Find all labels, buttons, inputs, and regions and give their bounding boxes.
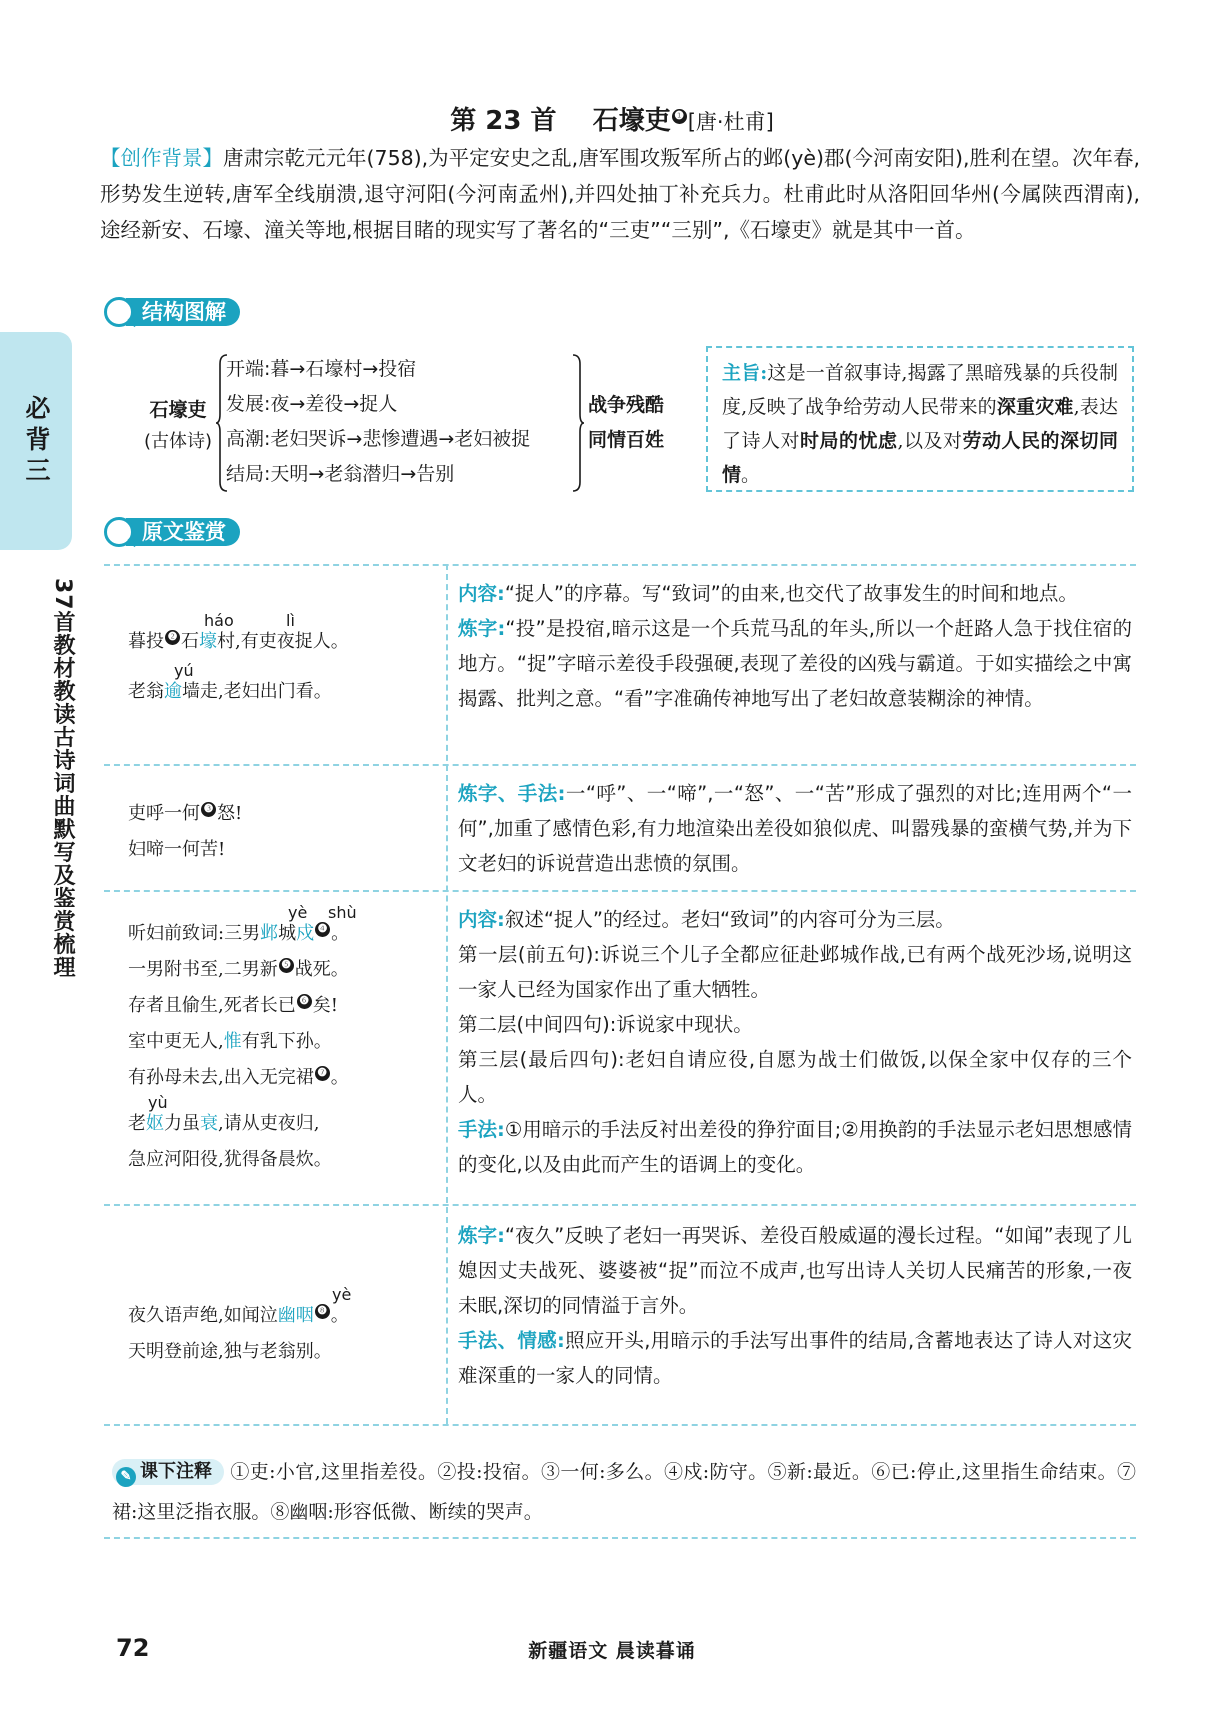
analysis-para: [458, 1112, 1132, 1182]
analysis-tag: 炼字:: [458, 617, 506, 640]
footnote-ref: ❹: [315, 922, 330, 937]
analysis-block: [458, 776, 1132, 881]
footnote-ref: ❻: [297, 994, 312, 1009]
magnifier-icon: [104, 517, 134, 547]
footnote-ref: ❷: [165, 630, 180, 645]
analysis-text: “夜久”反映了老妇一再哭诉、差役百般威逼的漫长过程。“如闻”表现了儿媳因丈夫战死、婆婆被“捉”而泣不成声,也写出诗人关切人民痛苦的形象,一夜未眠,深切的同情溢于言外。: [458, 1224, 1132, 1317]
poem-text: 天明登前途,独与老翁别。: [128, 1341, 332, 1362]
divider: [104, 1424, 1136, 1426]
analysis-block: [458, 902, 1132, 1182]
poem-text: 存者且偷生,死者长已: [128, 995, 296, 1016]
stage-item: 结局:天明→老翁潜归→告别: [226, 463, 455, 485]
analysis-text: 照应开头,用暗示的手法写出事件的结局,含蓄地表达了诗人对这灾难深重的一家人的同情。: [458, 1329, 1132, 1387]
poem-text: ,请从吏夜归,: [218, 1113, 320, 1134]
footnote-ref: ❺: [279, 958, 294, 973]
side-tab: [0, 332, 72, 550]
poem-block: [128, 611, 444, 710]
analysis-block: [458, 1218, 1132, 1393]
section-original-label: 原文鉴赏: [126, 518, 240, 546]
analysis-tag: 手法:: [458, 1118, 505, 1141]
highlighted-char: 衰: [200, 1113, 218, 1134]
stage-item: 开端:暮→石壕村→投宿: [226, 358, 417, 380]
divider: [104, 764, 1136, 766]
poem-line: [128, 988, 444, 1024]
poem-text: 有孙母未去,出入无完裙: [128, 1067, 314, 1088]
poem-line: [128, 903, 444, 952]
divider: [104, 890, 1136, 892]
theme-emphasis: 劳动人民的深切同情: [722, 430, 1118, 486]
poem-block: [128, 903, 444, 1178]
background-label: 【创作背景】: [100, 146, 224, 170]
stage-item: 发展:夜→差役→捉人: [226, 393, 398, 415]
diagram-title-block: [128, 394, 228, 458]
footer-brand: 新疆语文 晨读暮诵: [528, 1640, 696, 1662]
poem-text: 。: [331, 923, 350, 944]
theme-label: 主旨:: [722, 362, 768, 384]
poem-block: [128, 1285, 444, 1370]
poem-text: 。: [330, 1305, 349, 1326]
poem-text: 墙走,老妇出门看。: [182, 681, 332, 702]
analysis-para: [458, 902, 1132, 937]
notes-label-badge: [112, 1459, 224, 1485]
analysis-text: 叙述“捉人”的经过。老妇“致词”的内容可分为三层。: [504, 908, 955, 931]
analysis-para: [458, 1218, 1132, 1323]
theme-text: 这是一首叙事诗,揭露了黑暗残暴的兵役制度,反映了战争给劳动人民带来的: [722, 362, 1118, 418]
poem-text: 暮投: [128, 631, 164, 652]
analysis-text: “投”是投宿,暗示这是一个兵荒马乱的年头,所以一个赶路人急于找住宿的地方。“捉”字暗示差役手段强硬,表现了差役的凶残与霸道。于如实描绘之中寓揭露、批判之意。“看”字准确传神地写出了老妇故意装糊涂的神情。: [458, 617, 1132, 710]
analysis-text: 一“呼”、一“啼”,一“怒”、一“苦”形成了强烈的对比;连用两个“一何”,加重了感情色彩,有力地渲染出差役如狼似虎、叫嚣残暴的蛮横气势,并为下文老妇的诉说营造出悲愤的氛围。: [458, 782, 1132, 875]
magnifier-icon: [104, 297, 134, 327]
highlighted-char: 戍: [296, 923, 315, 944]
analysis-para: [458, 776, 1132, 881]
poem-block: [128, 796, 444, 868]
footnote-ref: ❶: [672, 109, 687, 124]
analysis-text: 第二层(中间四句):诉说家中现状。: [458, 1013, 753, 1036]
poem-line: [128, 1334, 444, 1370]
analysis-tag: 炼字、手法:: [458, 782, 566, 805]
poem-text: 石: [181, 631, 199, 652]
column-divider: [446, 564, 448, 1424]
diagram-title: 石壕吏: [149, 399, 207, 421]
side-book-title: 37首教材教读古诗词曲默写及鉴赏梳理: [50, 578, 75, 979]
side-tab-label: 必背三: [22, 394, 51, 488]
structure-diagram: [110, 352, 710, 494]
right-brace: [572, 354, 584, 492]
analysis-para: [458, 1323, 1132, 1393]
analysis-tag: 炼字:: [458, 1224, 505, 1247]
pinyin: yè: [288, 903, 308, 922]
analysis-text: “捉人”的序幕。写“致词”的由来,也交代了故事发生的时间和地点。: [504, 582, 1078, 605]
poem-text: 怒!: [217, 803, 243, 824]
title-name: 石壕吏: [592, 106, 671, 136]
highlighted-char: 妪: [146, 1113, 164, 1134]
pinyin: yè: [332, 1285, 352, 1304]
diagram-themes: [588, 388, 664, 458]
page-number: 72: [116, 1634, 150, 1662]
title-prefix: 第 23 首: [450, 106, 557, 136]
highlighted-char: 逾: [164, 681, 182, 702]
theme-text: 。: [741, 464, 761, 486]
theme-emphasis: 深重灾难: [996, 396, 1074, 418]
poem-line: [128, 952, 444, 988]
poem-line: [128, 661, 444, 710]
theme-item: 同情百姓: [588, 429, 665, 451]
poem-text: 。: [330, 1067, 349, 1088]
divider: [104, 1537, 1136, 1539]
title-meta: [唐·杜甫]: [687, 110, 774, 134]
poem-text: 急应河阳役,犹得备晨炊。: [128, 1149, 332, 1170]
diagram-subtitle: (古体诗): [143, 431, 213, 452]
poem-line: [128, 1060, 444, 1096]
poem-title: [0, 100, 1224, 137]
pinyin: háo: [204, 611, 234, 630]
section-structure: [104, 296, 240, 328]
poem-text: 老: [128, 1113, 146, 1134]
poem-text: 老翁: [128, 681, 164, 702]
analysis-para: [458, 937, 1132, 1007]
poem-line: [128, 832, 444, 868]
pinyin: lì: [286, 611, 295, 630]
poem-line: [128, 1024, 444, 1060]
analysis-para: [458, 576, 1132, 611]
analysis-block: [458, 576, 1132, 716]
highlighted-char: 幽咽: [277, 1305, 314, 1326]
poem-line: [128, 796, 444, 832]
footnote-ref: ❸: [201, 802, 216, 817]
analysis-tag: 手法、情感:: [458, 1329, 565, 1352]
pinyin: yù: [148, 1093, 168, 1112]
theme-summary-box: [706, 346, 1134, 492]
poem-line: [128, 1142, 444, 1178]
poem-line: [128, 1093, 444, 1142]
section-structure-label: 结构图解: [126, 298, 240, 326]
poem-text: 村,有吏夜捉人。: [217, 631, 349, 652]
notes-label: 课下注释: [140, 1461, 212, 1482]
analysis-tag: 内容:: [458, 582, 505, 605]
analysis-text: 第三层(最后四句):老妇自请应役,自愿为战士们做饭,以保全家中仅存的三个人。: [458, 1048, 1132, 1106]
poem-text: 室中更无人,: [128, 1031, 224, 1052]
poem-text: 听妇前致词:三男: [128, 923, 261, 944]
theme-text: ,以及对: [897, 430, 963, 452]
poem-text: 吏呼一何: [128, 803, 200, 824]
poem-text: 夜久语声绝,如闻泣: [128, 1305, 278, 1326]
poem-text: 一男附书至,二男新: [128, 959, 278, 980]
analysis-text: ①用暗示的手法反衬出差役的狰狞面目;②用换韵的手法显示老妇思想感情的变化,以及由此而产生的语调上的变化。: [458, 1118, 1132, 1176]
stage-item: 高潮:老妇哭诉→悲惨遭遇→老妇被捉: [226, 428, 531, 450]
highlighted-char: 邺: [260, 923, 279, 944]
poem-line: [128, 1285, 444, 1334]
analysis-text: 第一层(前五句):诉说三个儿子全都应征赴邺城作战,已有两个战死沙场,说明这一家人已经为国家作出了重大牺牲。: [458, 943, 1132, 1001]
poem-text: 有乳下孙。: [241, 1031, 332, 1052]
notes-text: ①吏:小官,这里指差役。②投:投宿。③一何:多么。④戍:防守。⑤新:最近。⑥已:停止,这里指生命结束。⑦裙:这里泛指衣服。⑧幽咽:形容低微、断续的哭声。: [112, 1461, 1136, 1523]
analysis-para: [458, 611, 1132, 716]
section-original: [104, 516, 240, 548]
footnotes: [112, 1452, 1136, 1532]
poem-text: 矣!: [312, 995, 338, 1016]
analysis-para: [458, 1042, 1132, 1112]
poem-text: 力虽: [164, 1113, 200, 1134]
analysis-para: [458, 1007, 1132, 1042]
poem-text: 妇啼一何苦!: [128, 839, 226, 860]
poem-text: 城: [278, 923, 297, 944]
background-text: 唐肃宗乾元元年(758),为平定安史之乱,唐军围攻叛军所占的邺(yè)郡(今河南安阳),胜利在望。次年春,形势发生逆转,唐军全线崩溃,退守河阳(今河南孟州),并四处抽丁补充兵力。杜甫此时从洛阳回华州(今属陕西渭南),途经新安、石壕、潼关等地,根据目睹的现实写了著名的“三吏”“三别”,《石壕吏》就是其中一首。: [100, 146, 1140, 242]
analysis-tag: 内容:: [458, 908, 505, 931]
pinyin: yú: [174, 661, 194, 680]
highlighted-char: 壕: [199, 631, 217, 652]
theme-text: ,表达了诗人对: [722, 396, 1118, 452]
leaf-icon: ✎: [116, 1467, 136, 1487]
footnote-ref: ❼: [315, 1066, 330, 1081]
theme-item: 战争残酷: [588, 394, 665, 416]
pinyin: shù: [328, 903, 357, 922]
divider: [104, 1204, 1136, 1206]
highlighted-char: 惟: [223, 1031, 242, 1052]
divider: [104, 564, 1136, 566]
footnote-ref: ❽: [315, 1304, 330, 1319]
theme-emphasis: 时局的忧虑: [799, 430, 898, 452]
creation-background: [100, 140, 1140, 248]
poem-text: 战死。: [294, 959, 349, 980]
